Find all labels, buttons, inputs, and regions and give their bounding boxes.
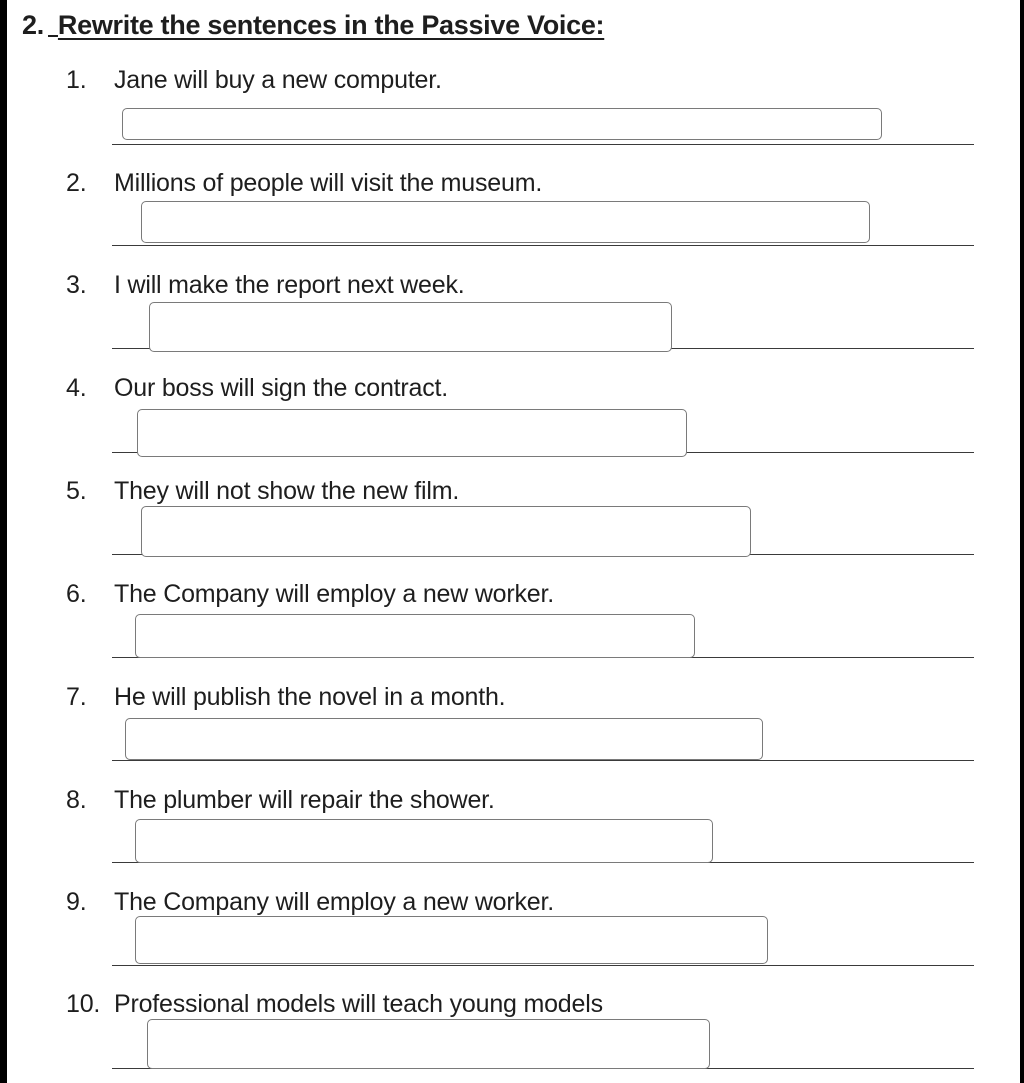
answer-input-6[interactable] [135,614,695,658]
question-text: They will not show the new film. [114,477,460,505]
question-text: Professional models will teach young models [114,990,603,1018]
question-10 [66,988,603,1020]
answer-input-2[interactable] [141,201,870,243]
question-text: He will publish the novel in a month. [114,683,506,711]
answer-line-1 [112,144,974,145]
question-text: I will make the report next week. [114,271,465,299]
question-number: 5. [66,477,87,505]
answer-input-3[interactable] [149,302,672,352]
question-7 [66,681,505,713]
answer-input-1[interactable] [122,108,882,140]
question-number: 3. [66,271,87,299]
answer-line-7 [112,760,974,761]
question-number: 8. [66,786,87,814]
question-number: 10. [66,990,101,1018]
question-1 [66,64,442,96]
answer-input-4[interactable] [137,409,687,457]
question-number: 7. [66,683,87,711]
exercise-number: 2. [22,10,44,40]
question-text: The Company will employ a new worker. [114,888,554,916]
question-text: The plumber will repair the shower. [114,786,495,814]
answer-line-2 [112,245,974,246]
answer-input-10[interactable] [147,1019,710,1069]
question-number: 9. [66,888,87,916]
question-text: Jane will buy a new computer. [114,66,442,94]
question-6 [66,578,554,610]
answer-line-9 [112,965,974,966]
question-4 [66,372,448,404]
question-number: 1. [66,66,87,94]
question-number: 4. [66,374,87,402]
answer-input-5[interactable] [141,506,751,557]
left-edge-border [0,0,7,1083]
question-number: 2. [66,169,87,197]
answer-input-8[interactable] [135,819,713,863]
question-text: Millions of people will visit the museum. [114,169,543,197]
answer-input-9[interactable] [135,916,768,964]
question-number: 6. [66,580,87,608]
exercise-heading [22,8,604,42]
question-2 [66,167,542,199]
right-edge-border [1020,0,1024,1083]
question-text: Our boss will sign the contract. [114,374,449,402]
answer-input-7[interactable] [125,718,763,760]
question-3 [66,269,465,301]
question-8 [66,784,495,816]
exercise-title: Rewrite the sentences in the Passive Voice: [57,10,605,40]
question-5 [66,475,459,507]
question-9 [66,886,554,918]
question-text: The Company will employ a new worker. [114,580,554,608]
